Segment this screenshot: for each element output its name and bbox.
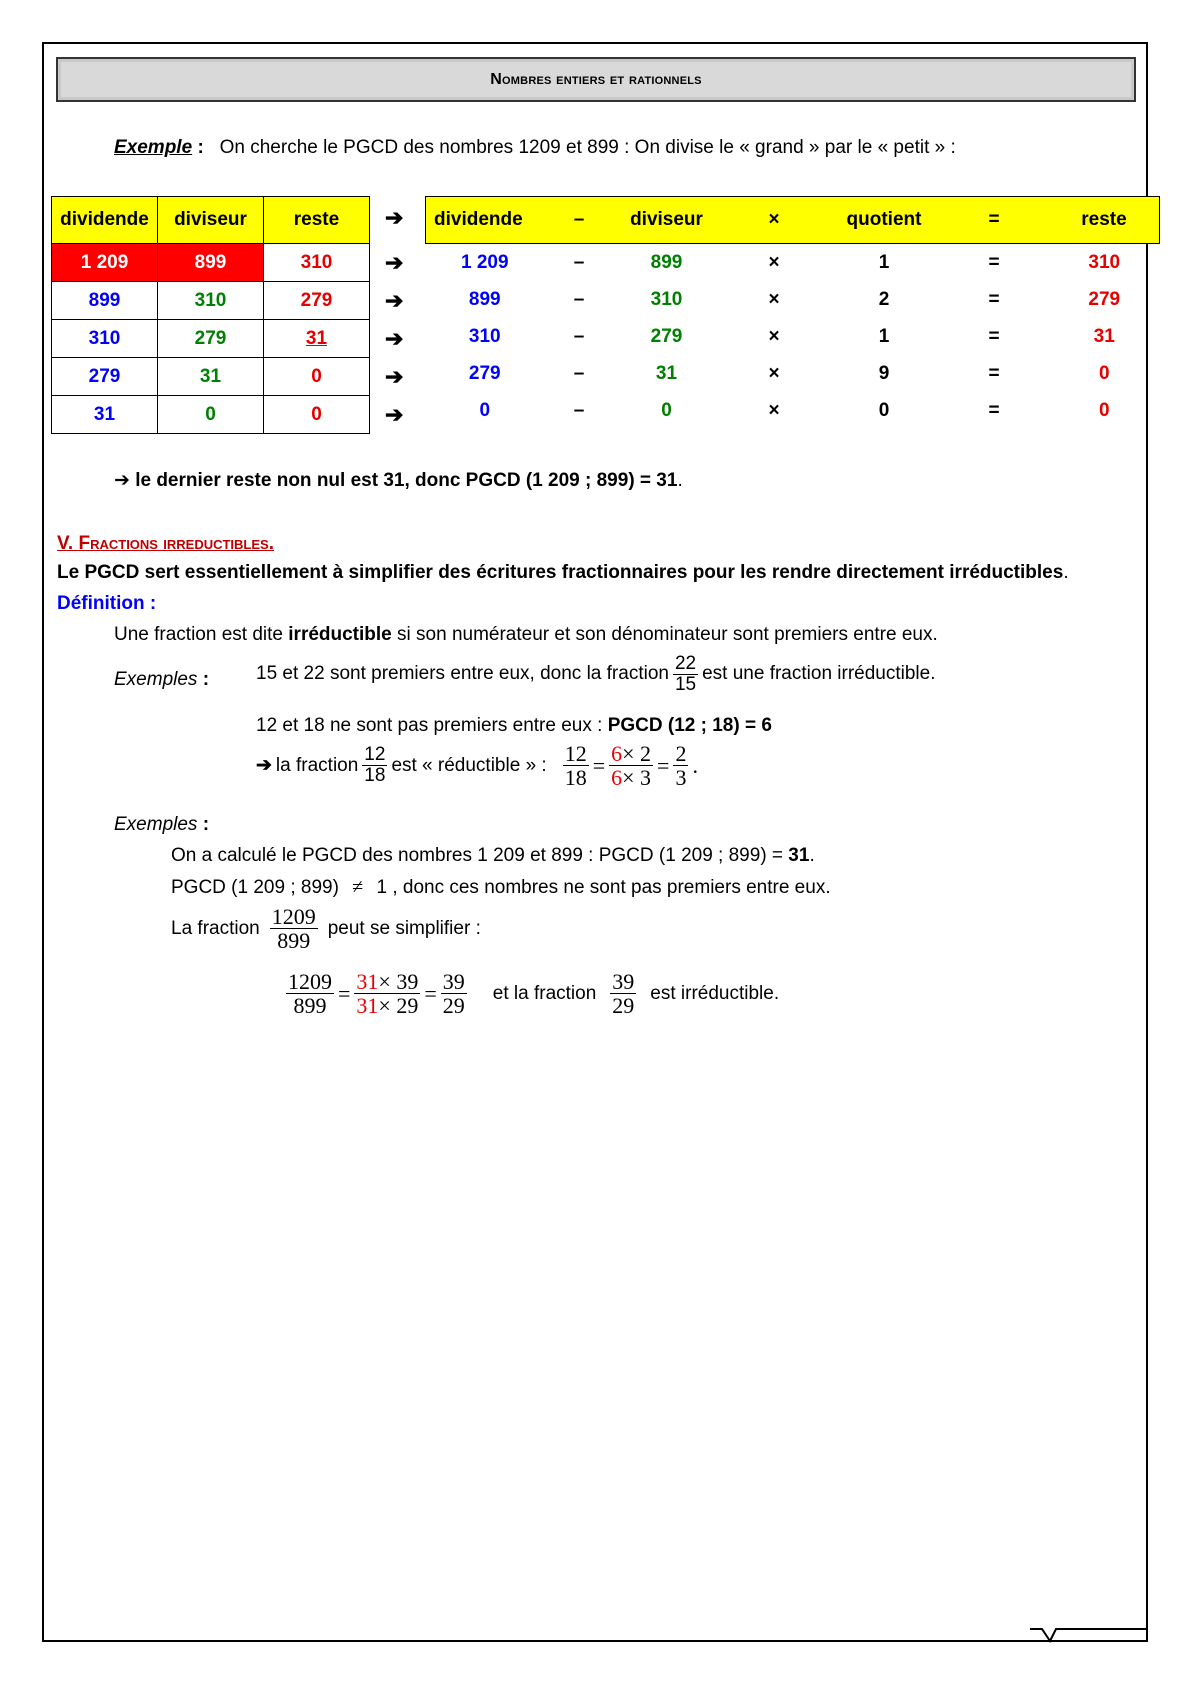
eq-fraction (609, 742, 653, 789)
table-row (426, 355, 1160, 392)
table-header-row (52, 197, 370, 244)
examples1-colon: : (202, 669, 210, 690)
divisor-cell: 899 (650, 251, 683, 273)
fraction-numerator: 12 (364, 744, 386, 766)
table-row (52, 244, 370, 282)
fraction-numerator (354, 970, 420, 994)
examples1-label-line (114, 669, 209, 691)
examples1-line2 (256, 715, 772, 737)
header-cell: diviseur (614, 197, 719, 244)
dividend-cell: 0 (479, 399, 491, 421)
examples1-line3-b: est « réductible » : (391, 754, 547, 776)
examples2-mid-text: et la fraction (492, 982, 597, 1004)
remainder-cell: 31 (264, 320, 370, 358)
fraction-denominator: 15 (674, 673, 697, 695)
fraction-denominator: 899 (293, 993, 327, 1019)
remainder-cell: 310 (264, 244, 370, 282)
examples2-line1 (171, 845, 815, 867)
examples1-line3 (256, 742, 698, 789)
table-row (52, 320, 370, 358)
header-cell: quotient (829, 197, 939, 244)
table-header-row (426, 197, 1160, 244)
conclusion-text: le dernier reste non nul est 31, donc PGCD (1 209 ; 899) = 31 (135, 470, 678, 491)
examples2-line3-b: peut se simplifier : (327, 917, 481, 939)
examples1-line1-a: 15 et 22 sont premiers entre eux, donc la fraction (256, 663, 669, 685)
factor-red: 6 (611, 741, 623, 766)
arrow-icon: ➔ (385, 288, 404, 313)
divisor-cell: 31 (655, 362, 678, 384)
section-title: V. Fractions irreductibles. (57, 533, 274, 554)
fraction-numerator (609, 742, 653, 766)
fraction-numerator: 39 (442, 969, 465, 994)
definition-label: Définition : (57, 593, 157, 614)
times-cell: × (768, 325, 780, 347)
times-cell: × (768, 251, 780, 273)
examples2-label: Exemples (114, 814, 198, 835)
header-cell: = (939, 197, 1049, 244)
fraction-denominator: 29 (442, 993, 465, 1019)
eq-fraction (286, 970, 334, 1017)
exemple-label: Exemple (114, 137, 193, 158)
minus-cell: – (573, 399, 585, 421)
fraction-denominator (354, 994, 420, 1017)
exemple-text: On cherche le PGCD des nombres 1209 et 899 : On divise le « grand » par le « petit » : (219, 137, 956, 158)
examples2-label-line (114, 814, 209, 836)
euclid-table (425, 196, 1160, 429)
header-cell: diviseur (158, 197, 264, 244)
quotient-cell: 1 (878, 251, 890, 273)
equals-cell: = (988, 399, 1000, 421)
definition-text (114, 624, 938, 646)
header-bar (56, 57, 1136, 102)
table-row (52, 358, 370, 396)
fraction-1209-899 (270, 905, 318, 952)
fraction-numerator: 22 (674, 653, 697, 674)
remainder-cell: 31 (1093, 325, 1115, 347)
arrow-icon: ➔ (385, 326, 404, 351)
header-cell: reste (1049, 197, 1160, 244)
fraction-denominator (609, 766, 653, 789)
table-row (426, 281, 1160, 318)
exemple-colon: : (197, 137, 204, 158)
factor-red: 31 (356, 969, 379, 994)
definition-bold: irréductible (288, 624, 392, 645)
remainder-cell: 279 (1088, 288, 1121, 310)
examples2-line2-b: 1 , donc ces nombres ne sont pas premiers entre eux. (376, 877, 831, 898)
factor-red: 6 (611, 765, 623, 791)
examples1-line2-a: 12 et 18 ne sont pas premiers entre eux : (256, 715, 608, 736)
fraction-denominator: 18 (364, 765, 386, 787)
header-cell: × (719, 197, 829, 244)
examples2-line3 (171, 905, 481, 952)
times-cell: × (768, 362, 780, 384)
dividend-cell: 310 (468, 325, 501, 347)
simplification-equation (286, 970, 467, 1017)
header-cell: – (544, 197, 614, 244)
table-row (52, 282, 370, 320)
divisor-cell: 279 (650, 325, 683, 347)
fraction-39-29 (610, 970, 636, 1017)
arrow-icon: ➔ (385, 364, 404, 389)
dividend-cell: 279 (52, 358, 158, 396)
header-cell: reste (264, 197, 370, 244)
remainder-cell: 0 (264, 396, 370, 434)
examples2-line2 (171, 876, 831, 899)
fraction-numerator: 2 (675, 741, 687, 766)
page-corner-mark (1030, 1625, 1150, 1645)
header-title: Nombres entiers et rationnels (490, 70, 702, 88)
arrow-icon: ➔ (256, 755, 272, 777)
definition-text-b: si son numérateur et son dénominateur sont premiers entre eux. (391, 624, 938, 645)
examples2-line2-a: PGCD (1 209 ; 899) (171, 877, 339, 898)
equals-sign: = (338, 980, 351, 1006)
conclusion-end: . (677, 470, 683, 491)
examples2-line1-end: . (809, 845, 815, 866)
fraction-numerator: 12 (564, 741, 587, 766)
section-intro-line (57, 562, 1069, 584)
remainder-cell: 0 (264, 358, 370, 396)
period: . (692, 752, 698, 778)
quotient-cell: 9 (878, 362, 890, 384)
examples1-line2-bold: PGCD (12 ; 18) = 6 (607, 715, 772, 736)
fraction-denominator: 29 (612, 993, 635, 1019)
examples1-line3-a: la fraction (275, 754, 359, 776)
table-row (426, 392, 1160, 429)
dividend-cell: 899 (468, 288, 501, 310)
header-cell: dividende (52, 197, 158, 244)
times-cell: × (768, 399, 780, 421)
minus-cell: – (573, 251, 585, 273)
divisor-cell: 279 (158, 320, 264, 358)
equals-cell: = (988, 251, 1000, 273)
header-cell: dividende (426, 197, 545, 244)
divisor-cell: 31 (158, 358, 264, 396)
divisor-cell: 310 (650, 288, 683, 310)
remainder-cell: 0 (1098, 399, 1110, 421)
equals-cell: = (988, 325, 1000, 347)
examples2-line1-bold: 31 (788, 845, 810, 866)
eq-fraction (441, 970, 467, 1017)
table-row (52, 396, 370, 434)
exemple-line (114, 137, 956, 159)
divisor-cell: 0 (158, 396, 264, 434)
not-equal-sign: ≠ (352, 876, 364, 898)
quotient-cell: 2 (878, 288, 890, 310)
eq-fraction (673, 742, 688, 789)
arrow-icon: ➔ (385, 205, 404, 230)
dividend-cell: 279 (468, 362, 501, 384)
dividend-cell: 1 209 (52, 244, 158, 282)
remainder-cell: 310 (1088, 251, 1121, 273)
examples2-line3-a: La fraction (171, 917, 260, 939)
divisor-cell: 310 (158, 282, 264, 320)
examples2-line1-a: On a calculé le PGCD des nombres 1 209 et 899 : PGCD (1 209 ; 899) = (171, 845, 789, 866)
divisor-cell: 899 (158, 244, 264, 282)
eq-fraction (354, 970, 420, 1017)
dividend-cell: 310 (52, 320, 158, 358)
arrow-icon: ➔ (385, 402, 404, 427)
equals-cell: = (988, 362, 1000, 384)
examples1-line1-b: est une fraction irréductible. (702, 663, 936, 685)
fraction-denominator: 899 (277, 928, 311, 954)
examples1-label: Exemples (114, 669, 198, 690)
times-cell: × (768, 288, 780, 310)
arrow-icon: ➔ (385, 250, 404, 275)
equals-cell: = (988, 288, 1000, 310)
examples2-colon: : (202, 814, 210, 835)
section-intro: Le PGCD sert essentiellement à simplifier des écritures fractionnaires pour les rendre directement irréductibles (57, 562, 1064, 583)
division-table (51, 196, 370, 434)
fraction-denominator: 18 (564, 765, 587, 791)
factor-red: 31 (356, 993, 379, 1019)
reduction-equation (563, 742, 698, 789)
dividend-cell: 31 (52, 396, 158, 434)
divisor-cell: 0 (661, 399, 672, 421)
fraction-numerator: 1209 (271, 904, 316, 929)
dividend-cell: 899 (52, 282, 158, 320)
remainder-cell: 279 (264, 282, 370, 320)
remainder-cell: 0 (1098, 362, 1110, 384)
factor-rest: × 2 (622, 741, 652, 766)
minus-cell: – (573, 288, 585, 310)
equals-sign: = (657, 752, 670, 778)
equals-sign: = (592, 752, 606, 778)
factor-rest: × 39 (378, 969, 419, 994)
examples1-line1 (256, 654, 936, 695)
equals-sign: = (424, 980, 437, 1006)
minus-cell: – (573, 362, 585, 384)
minus-cell: – (573, 325, 585, 347)
quotient-cell: 1 (878, 325, 890, 347)
definition-text-a: Une fraction est dite (114, 624, 289, 645)
fraction-numerator: 1209 (288, 969, 332, 994)
section-intro-end: . (1063, 562, 1069, 583)
arrow-icon: ➔ (114, 470, 130, 491)
examples2-equation-line (286, 970, 779, 1017)
fraction-12-18 (362, 745, 387, 786)
conclusion-line (114, 469, 683, 492)
table-row (426, 318, 1160, 355)
fraction-numerator: 39 (612, 969, 635, 994)
factor-rest: × 3 (622, 765, 652, 791)
fraction-denominator: 3 (675, 765, 687, 791)
examples2-end-text: est irréductible. (650, 982, 780, 1004)
table-row (426, 244, 1160, 282)
quotient-cell: 0 (878, 399, 890, 421)
factor-rest: × 29 (378, 993, 419, 1019)
eq-fraction (563, 742, 589, 789)
fraction-22-15 (673, 654, 698, 695)
dividend-cell: 1 209 (460, 251, 509, 273)
